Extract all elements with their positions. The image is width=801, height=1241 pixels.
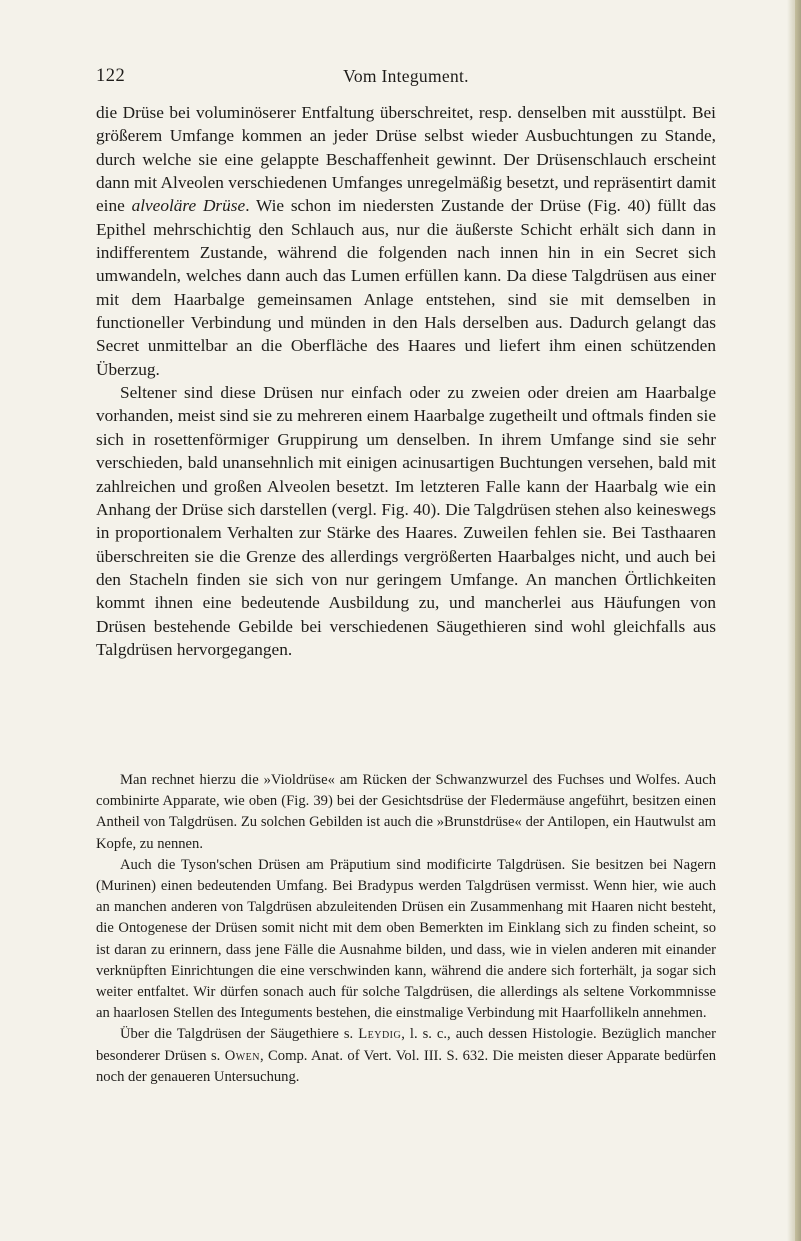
main-text [96,101,716,661]
paragraph-2: Seltener sind diese Drüsen nur einfach oder zu zweien oder dreien am Haarbalge vorhanden, meist sind sie zu mehreren einem Haarbalge zugetheilt und oftmals finden sie sich in rosettenförmiger Gruppirung um denselben. In ihrem Umfange sind sie sehr verschieden, bald unansehnlich mit einigen acinusartigen Buchtungen versehen, bald mit zahlreichen und großen Alveolen besetzt. Im letzteren Falle kann der Haarbalg wie ein Anhang der Drüse sich darstellen (vergl. Fig. 40). Die Talgdrüsen stehen also keineswegs in proportionalem Verhalten zur Stärke des Haares. Zuweilen fehlen sie. Bei Tasthaaren überschreiten sie die Grenze des allerdings vergrößerten Haarbalges nicht, und auch bei den Stacheln finden sie sich von nur geringem Umfange. An manchen Örtlichkeiten kommt ihnen eine bedeutende Ausbildung zu, und mancherlei aus Häufungen von Drüsen bestehende Gebilde bei verschiedenen Säugethieren sind wohl gleichfalls aus Talgdrüsen hervorgegangen. [96,383,716,659]
running-head: Vom Integument. [343,66,469,86]
small-print-notes [96,770,716,1088]
emphasis-alveolaere-druese: alveoläre Drüse [131,196,246,216]
paragraph-1-part-a: die Drüse bei voluminöserer Entfaltung überschreitet, resp. denselben mit ausstülpt. Bei größerem Umfange kommen an jeder Drüse selbst wieder Ausbuchtungen zu Stande, durch welche sie eine gelappte Beschaffenheit gewinnt. Der Drüsenschlauch erscheint dann mit Alveolen verschiedenen Umfanges unregelmäßig besetzt, und repräsentirt damit eine [96,103,716,216]
paragraph-1-part-c: . Wie schon im niedersten Zustande der Drüse (Fig. 40) füllt das Epithel mehrschichtig den Schlauch aus, nur die äußerste Schicht erhält sich dann in indifferentem Zustande, während die folgenden nach innen hin in ein Secret sich umwandeln, welches dann auch das Lumen erfüllen kann. Da diese Talgdrüsen aus einer mit dem Haarbalge gemeinsamen Anlage entstehen, sind sie mit demselben in functioneller Verbindung und münden in den Hals derselben aus. Dadurch gelangt das Secret unmittelbar an die Oberfläche des Haares und liefert ihm einen schützenden Überzug. [96,196,716,379]
page-number: 122 [96,66,126,86]
author-owen: Owen [224,1047,261,1064]
page-header [96,66,716,90]
page-edge-shadow [795,0,801,1241]
paragraph-1 [96,101,716,381]
note-2: Auch die Tyson'schen Drüsen am Präputium sind modificirte Talgdrüsen. Sie besitzen bei Nagern (Murinen) einen bedeutenden Umfang. Bei Bradypus werden Talgdrüsen vermisst. Wenn hier, wie auch an manchen anderen von Talgdrüsen abzuleitenden Drüsen ein Zusammenhang mit Haaren nicht besteht, die Ontogenese der Drüsen somit nicht mit dem oben Bemerkten im Einklang sich zu finden scheint, so ist daran zu erinnern, dass jene Fälle die Ausnahme bilden, und dass, wie in vielen anderen mit einander verknüpften Einrichtungen die eine verschwinden kann, während die andere sich forterhält, ja sogar sich weiter entfaltet. Wir dürfen sonach auch für solche Talgdrüsen, die allerdings als seltene Vorkommnisse an haarlosen Stellen des Integuments bestehen, die einstmalige Verbindung mit Haarfollikeln annehmen. [96,856,716,1022]
note-3-part-c: , l. s. c., auch dessen Histologie. Bezüglich mancher besonderer Drüsen s. [96,1026,716,1064]
note-3 [96,1024,716,1088]
note-1: Man rechnet hierzu die »Violdrüse« am Rücken der Schwanzwurzel des Fuchses und Wolfes. Auch combinirte Apparate, wie oben (Fig. 39) bei der Gesichtsdrüse der Fledermäuse angeführt, besitzen einen Antheil von Talgdrüsen. Zu solchen Gebilden ist auch die »Brunstdrüse« der Antilopen, ein Hautwulst am Kopfe, zu nennen. [96,772,716,852]
note-3-part-a: Über die Talgdrüsen der Säugethiere s. [120,1026,359,1043]
author-leydig: Leydig [358,1026,402,1043]
note-3-part-e: , Comp. Anat. of Vert. Vol. III. S. 632. Die meisten dieser Apparate bedürfen noch der genaueren Untersuchung. [96,1047,716,1085]
